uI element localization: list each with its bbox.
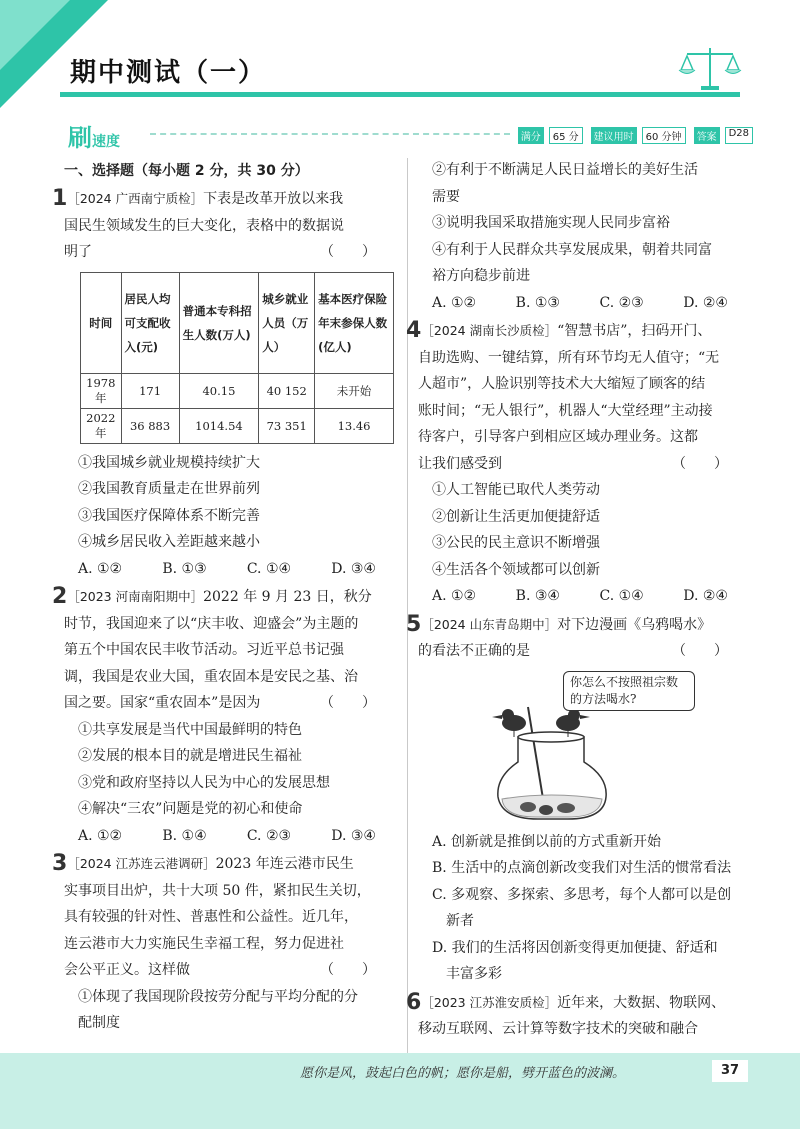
- balance-scale-icon: [675, 44, 745, 92]
- table-row: 1978 年 171 40.15 40 152 未开始: [81, 373, 394, 408]
- question-5: 5［2024 山东青岛期中］对下边漫画《乌鸦喝水》 的看法不正确的是 （ ） 你怎么不按照祖宗数的方法喝水? A. 创新就是推倒以前的方式重新开始 B. 生活中的点滴创新改变我们对生活的惯常看法 C. 多观察、多探索、多思考，每个人都可以是创 新者 D. 我们的生活将因创新变得更加便捷、舒适和 丰富多彩: [418, 612, 748, 988]
- left-column: [52, 160, 396, 1037]
- answer-options: A. ①② B. ①③ C. ①④ D. ③④: [78, 560, 376, 577]
- table-row: 2022 年 36 883 1014.54 73 351 13.46: [81, 408, 394, 443]
- test-meta: 满分 65 分 建议用时 60 分钟 答案 D28: [518, 127, 756, 144]
- question-1: 1［2024 广西南宁质检］下表是改革开放以来我 国民生领域发生的巨大变化，表格中的数据说 明了 （ ） 时间 居民人均可支配收入(元) 普通本专科招生人数(万人) 城乡就业人员（万人） 基本医疗保险年末参保人数(亿人) 1978 年 171 40.15 40 152 未开始 2022 年 36 883 1014.54 73 351 13.46 ①我国城乡就业规模持续扩大 ②我国教育质量走在世界前列 ③我国医疗保障体系不断完善 ④城乡居民收入差距越来越小 A. ①② B. ①③ C. ①④ D. ③④: [64, 186, 396, 582]
- question-3: 3［2024 江苏连云港调研］2023 年连云港市民生 实事项目出炉，共十大项 50 件，紧扣民生关切， 具有较强的针对性、普惠性和公益性。近几年， 连云港市大力实施民生幸福工程，努力促进社 会公平正义。这样做 （ ） ①体现了我国现阶段按劳分配与平均分配的分 配制度: [52, 851, 376, 1031]
- corner-decoration-light: [0, 0, 70, 70]
- crow-cartoon: [418, 667, 748, 827]
- answer-options: A. ①② B. ①④ C. ②③ D. ③④: [78, 827, 376, 844]
- question-2: 2［2023 河南南阳期中］2022 年 9 月 23 日，秋分 时节，我国迎来了以“庆丰收、迎盛会”为主题的 第五个中国农民丰收节活动。习近平总书记强 调，我国是农业大国，重农固本是安民之基、治 国之要。国家“重农固本”是因为 （ ） ①共享发展是当代中国最鲜明的特色 ②发展的根本目的就是增进民生福祉 ③党和政府坚持以人民为中心的发展思想 ④解决“三农”问题是党的初心和使命 A. ①② B. ①④ C. ②③ D. ③④: [64, 584, 396, 849]
- dashed-rule: [150, 133, 510, 135]
- speed-label: 刷速度: [68, 124, 120, 152]
- data-table: 时间 居民人均可支配收入(元) 普通本专科招生人数(万人) 城乡就业人员（万人） 基本医疗保险年末参保人数(亿人) 1978 年 171 40.15 40 152 未开始 2022 年 36 883 1014.54 73 351 13.46: [80, 272, 394, 444]
- section-title: 一、选择题（每小题 2 分，共 30 分）: [64, 163, 309, 179]
- page-number: 37: [712, 1060, 748, 1082]
- question-4: 4［2024 湖南长沙质检］“智慧书店”，扫码开门、 自助选购、一键结算，所有环节均无人值守；“无 人超市”，人脸识别等技术大大缩短了顾客的结 账时间；“无人银行”，机器人“大堂经理”主动接 待客户，引导客户到相应区域办理业务。这都 让我们感受到 （ ） ①人工智能已取代人类劳动 ②创新让生活更加便捷舒适 ③公民的民主意识不断增强 ④生活各个领域都可以创新 A. ①② B. ③④ C. ①④ D. ②④: [418, 318, 748, 610]
- column-divider: [407, 158, 408, 1053]
- question-6: 6［2023 江苏淮安质检］近年来，大数据、物联网、 移动互联网、云计算等数字技术的突破和融合: [406, 989, 726, 1037]
- answer-options: A. ①② B. ③④ C. ①④ D. ②④: [432, 588, 728, 604]
- answer-options: A. ①② B. ①③ C. ②③ D. ②④: [432, 294, 728, 311]
- page-title: 期中测试（一）: [70, 58, 267, 88]
- footer-motto: 愿你是风，鼓起白色的帆；愿你是船，劈开蓝色的波澜。: [300, 1066, 626, 1081]
- speech-bubble: 你怎么不按照祖宗数的方法喝水?: [563, 671, 695, 711]
- title-underline: [60, 92, 740, 97]
- right-column: ②有利于不断满足人民日益增长的美好生活 需要 ③说明我国采取措施实现人民同步富裕 ④有利于人民群众共享发展成果，朝着共同富 裕方向稳步前进 A. ①② B. ①③ C. ②③ D. ②④ 4［2024 湖南长沙质检］“智慧书店”，扫码开门、 自助选购、一键结算，所有环节均无人值守；“无 人超市”，人脸识别等技术大大缩短了顾客的结 账时间；“无人银行”，机器人“大堂经理”主动接 待客户，引导客户到相应区域办理业务。这都 让我们感受到 （ ） ①人工智能已取代人类劳动 ②创新让生活更加便捷舒适 ③公民的民主意识不断增强 ④生活各个领域都可以创新 A. ①② B. ③④ C. ①④ D. ②④ 5［2024 山东青岛期中］对下边漫画《乌鸦喝水》 的看法不正确的是 （ ） 你怎么不按照祖宗数的方法喝水? A. 创新就是推倒以前的方式重新开始 B. 生活中的点滴创新改变我们对生活的惯常看法 C. 多观察、多探索、多思考，每个人都可以是创 新者 D. 我们的生活将因创新变得更加便捷、舒适和 丰富多彩 6［2023 江苏淮安质检］近年来，大数据、物联网、 移动互联网、云计算等数字技术的突破和融合: [418, 157, 748, 1043]
